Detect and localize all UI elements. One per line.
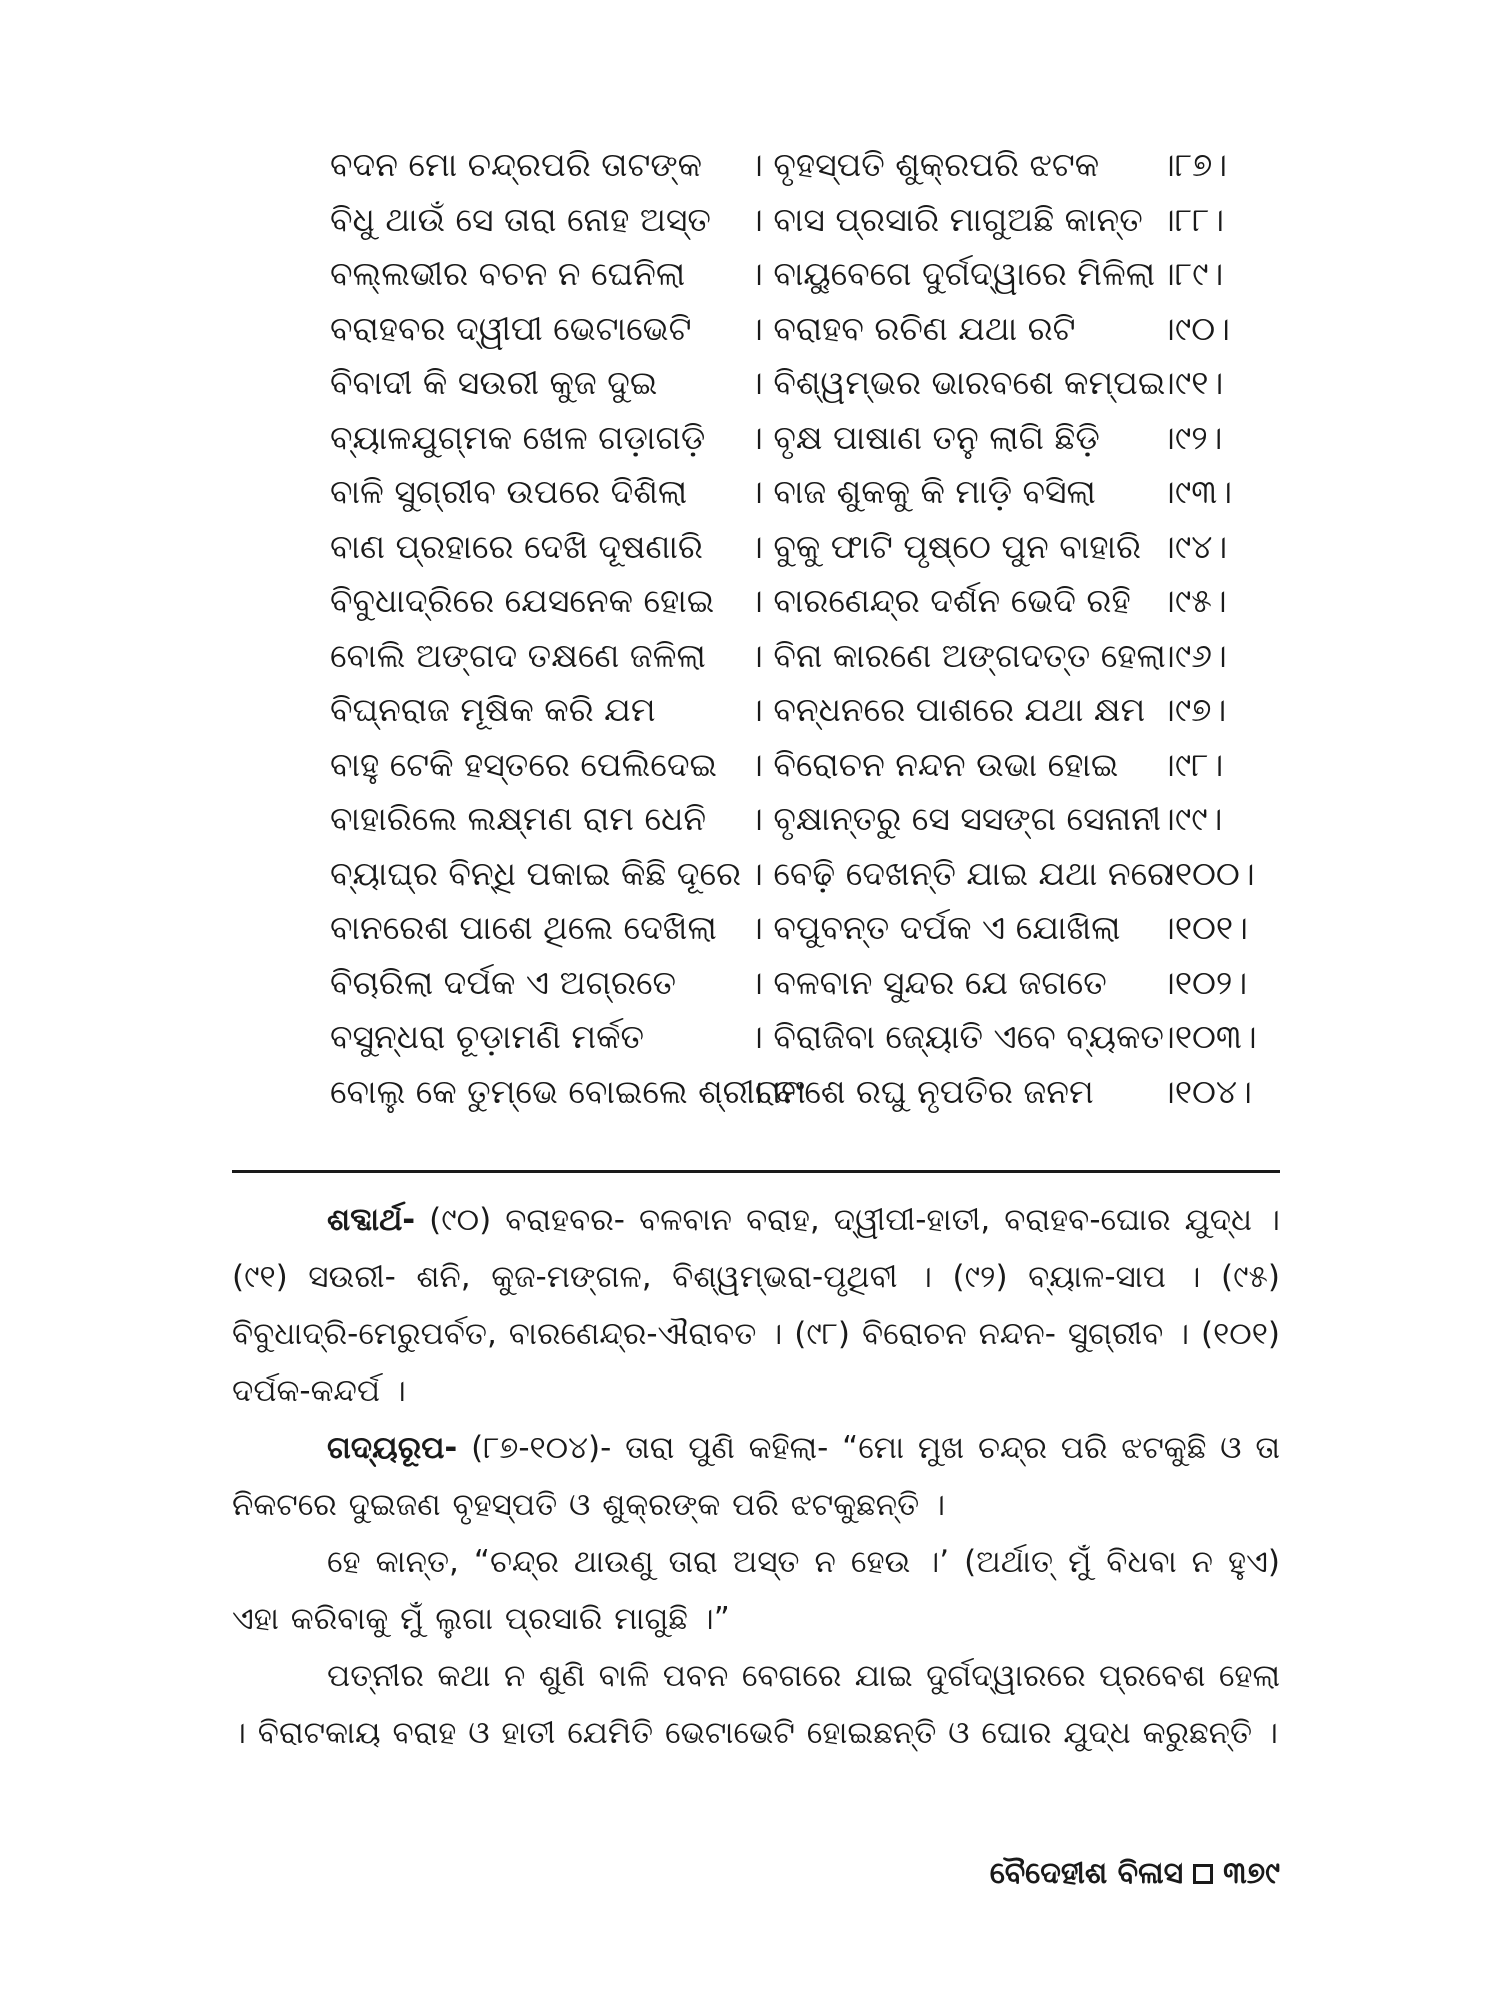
- verse-row: [330, 683, 1280, 738]
- verse-number: ।୯୯।: [1160, 799, 1223, 838]
- verse-row: [330, 465, 1280, 520]
- verse-second-half: । ବିରୋଚନ ନନ୍ଦନ ଉଭା ହୋଇ: [748, 744, 1119, 784]
- verse-second-half: । ବାରଣେନ୍ଦ୍ର ଦର୍ଶନ ଭେଦି ରହି: [748, 581, 1131, 620]
- verse-number: ।୯୪।: [1160, 526, 1228, 566]
- verse-number: ।୧୦୦।: [1160, 853, 1255, 893]
- verse-row: [330, 629, 1280, 684]
- verse-row: [330, 356, 1280, 411]
- verse-first-half: ବ୍ୟାଘ୍ର ବିନ୍ଧି ପକାଇ କିଛି ଦୂରେ: [330, 853, 741, 893]
- page-number: ୩୭୯: [1223, 1856, 1280, 1891]
- verse-number: ।୯୮।: [1160, 744, 1224, 784]
- verse-first-half: ବ୍ୟାଳଯୁଗ୍ମକ ଖେଳ ଗଡ଼ାଗଡ଼ି: [330, 417, 706, 457]
- verse-first-half: ବାଳି ସୁଗ୍ରୀବ ଉପରେ ଦିଶିଲା: [330, 472, 688, 511]
- verse-number: ।୯୧।: [1160, 363, 1224, 402]
- verse-row: [330, 302, 1280, 357]
- verse-first-half: ବଦନ ମୋ ଚନ୍ଦ୍ରପରି ତାଟଙ୍କ: [330, 145, 703, 184]
- verse-row: [330, 847, 1280, 902]
- prose-text-1: (୮୭-୧୦୪)- ତାରା ପୁଣି କହିଲା- “ମୋ ମୁଖ ଚନ୍ଦ୍ର ପରି ଝଟକୁଛି ଓ ତା ନିକଟରେ ଦୁଇଜଣ ବୃହସ୍ପତି ଓ ଶୁକ୍ରଙ୍କ ପରି ଝଟକୁଛନ୍ତି ।: [232, 1430, 1281, 1523]
- section-divider: [232, 1170, 1280, 1173]
- verse-row: [330, 247, 1280, 302]
- verse-number: ।୯୭।: [1160, 690, 1227, 729]
- verse-first-half: ବଲ୍ଲଭୀର ବଚନ ନ ଘେନିଲା: [330, 254, 686, 293]
- verse-table: [330, 138, 1280, 1119]
- verse-first-half: ବାହୁ ଟେକି ହସ୍ତରେ ପେଲିଦେଇ: [330, 744, 717, 784]
- verse-number: ।୯୫।: [1160, 581, 1227, 620]
- verse-first-half: ବସୁନ୍ଧରା ଚୂଡ଼ାମଣି ମର୍କତ: [330, 1017, 644, 1056]
- verse-row: [330, 520, 1280, 575]
- verse-row: [330, 1010, 1280, 1065]
- verse-first-half: ବୋଲି ଅଙ୍ଗଦ ତକ୍ଷଣେ ଜଳିଲା: [330, 635, 706, 675]
- verse-first-half: ବିବାଦୀ କି ସଉରୀ କୁଜ ଦୁଇ: [330, 363, 658, 402]
- verse-row: [330, 138, 1280, 193]
- verse-second-half: । ବରାହବ ରଚିଣ ଯଥା ରଟି: [748, 308, 1076, 348]
- prose-text-3: ପତ୍ନୀର କଥା ନ ଶୁଣି ବାଳି ପବନ ବେଗରେ ଯାଇ ଦୁର୍ଗଦ୍ୱାରରେ ପ୍ରବେଶ ହେଲା । ବିରାଟକାୟ ବରାହ ଓ ହାତୀ ଯେମିତି ଭେଟାଭେଟି ହୋଇଛନ୍ତି ଓ ଘୋର ଯୁଦ୍ଧ କରୁଛନ୍ତି ।: [232, 1658, 1280, 1751]
- prose-paragraph-2: [232, 1534, 1280, 1648]
- verse-second-half: । ବପୁବନ୍ତ ଦର୍ପକ ଏ ଯୋଖିଲା: [748, 908, 1121, 947]
- verse-second-half: । ବଂଶେ ରଘୁ ନୃପତିର ଜନମ: [748, 1071, 1094, 1111]
- verse-second-half: । ବିନା କାରଣେ ଅଙ୍ଗଦତ୍ତ ହେଲା: [748, 635, 1166, 675]
- verse-first-half: ବାହାରିଲେ ଲକ୍ଷ୍ମଣ ରାମ ଧେନି: [330, 799, 707, 838]
- verse-first-half: ବରାହବର ଦ୍ୱୀପୀ ଭେଟାଭେଟି: [330, 308, 692, 348]
- verse-number: ।୮୮।: [1160, 199, 1225, 239]
- verse-first-half: ବାଣ ପ୍ରହାରେ ଦେଖି ଦୂଷଣାରି: [330, 526, 703, 566]
- verse-row: [330, 901, 1280, 956]
- square-outline-icon: [1193, 1864, 1213, 1884]
- glossary-label: ଶବ୍ଦାର୍ଥ-: [327, 1202, 416, 1238]
- verse-second-half: । ବୃହସ୍ପତି ଶୁକ୍ରପରି ଝଟକ: [748, 145, 1100, 184]
- verse-second-half: । ବିରାଜିବା ଜ୍ୟୋତି ଏବେ ବ୍ୟକତ: [748, 1017, 1164, 1056]
- verse-second-half: । ବେଢ଼ି ଦେଖନ୍ତି ଯାଇ ଯଥା ନରେ: [748, 853, 1173, 893]
- prose-label: ଗଦ୍ୟରୂପ-: [327, 1430, 458, 1466]
- verse-number: ।୯୦।: [1160, 308, 1230, 348]
- verse-second-half: । ବିଶ୍ୱମ୍ଭର ଭାରବଶେ କମ୍ପଇ: [748, 363, 1166, 402]
- verse-row: [330, 574, 1280, 629]
- verse-second-half: । ବୃକ୍ଷାନ୍ତରୁ ସେ ସସଙ୍ଗ ସେନାନୀ: [748, 799, 1162, 838]
- verse-row: [330, 738, 1280, 793]
- verse-row: [330, 1065, 1280, 1120]
- prose-paragraph-1: [232, 1420, 1280, 1534]
- verse-number: ।୧୦୨।: [1160, 962, 1248, 1002]
- verse-first-half: ବୋଲୁ କେ ତୁମ୍ଭେ ବୋଇଲେ ଶ୍ରୀରାମ: [330, 1071, 806, 1111]
- verse-second-half: । ବୃକ୍ଷ ପାଷାଣ ତନୁ ଲାଗି ଛିଡ଼ି: [748, 417, 1100, 457]
- commentary: [232, 1192, 1280, 1762]
- glossary-text: (୯୦) ବରାହବର- ବଳବାନ ବରାହ, ଦ୍ୱୀପୀ-ହାତୀ, ବରାହବ-ଘୋର ଯୁଦ୍ଧ । (୯୧) ସଉରୀ- ଶନି, କୁଜ-ମଙ୍ଗଳ, ବିଶ୍ୱମ୍ଭରା-ପୃଥିବୀ । (୯୨) ବ୍ୟାଳ-ସାପ । (୯୫) ବିବୁଧାଦ୍ରି-ମେରୁପର୍ବତ, ବାରଣେନ୍ଦ୍ର-ଐରାବତ । (୯୮) ବିରୋଚନ ନନ୍ଦନ- ସୁଗ୍ରୀବ । (୧୦୧) ଦର୍ପକ-କନ୍ଦର୍ପ ।: [232, 1202, 1280, 1409]
- verse-number: ।୧୦୪।: [1160, 1071, 1252, 1111]
- verse-first-half: ବିଚାରିଲା ଦର୍ପକ ଏ ଅଗ୍ରତେ: [330, 962, 677, 1002]
- verse-second-half: । ବାଜ ଶୁକକୁ କି ମାଡ଼ି ବସିଲା: [748, 472, 1096, 511]
- verse-second-half: । ବନ୍ଧନରେ ପାଶରେ ଯଥା କ୍ଷମ: [748, 690, 1146, 729]
- prose-paragraph-3: [232, 1648, 1280, 1762]
- verse-number: ।୯୩।: [1160, 472, 1233, 511]
- verse-first-half: ବିଧୁ ଥାଉଁ ସେ ତାରା ନୋହ ଅସ୍ତ: [330, 199, 711, 239]
- verse-number: ।୯୬।: [1160, 635, 1227, 675]
- verse-number: ।୧୦୧।: [1160, 908, 1248, 947]
- verse-row: [330, 956, 1280, 1011]
- verse-second-half: । ବାୟୁବେଗେ ଦୁର୍ଗଦ୍ୱାରେ ମିଳିଲା: [748, 254, 1156, 293]
- glossary-paragraph: [232, 1192, 1280, 1420]
- verse-number: ।୮୯।: [1160, 254, 1224, 293]
- page-footer: [990, 1856, 1280, 1891]
- verse-row: [330, 792, 1280, 847]
- verse-number: ।୮୭।: [1160, 145, 1228, 184]
- verse-second-half: । ବାସ ପ୍ରସାରି ମାଗୁଅଛି କାନ୍ତ: [748, 199, 1143, 239]
- verse-row: [330, 411, 1280, 466]
- verse-first-half: ବିଘ୍ନରାଜ ମୂଷିକ କରି ଯମ: [330, 690, 656, 729]
- prose-text-2: ହେ କାନ୍ତ, “ଚନ୍ଦ୍ର ଥାଉଣୁ ତାରା ଅସ୍ତ ନ ହେଉ ।’ (ଅର୍ଥାତ୍ ମୁଁ ବିଧବା ନ ହୁଏ) ଏହା କରିବାକୁ ମୁଁ ଲୁଗା ପ୍ରସାରି ମାଗୁଛି ।”: [232, 1544, 1280, 1637]
- verse-second-half: । ବଳବାନ ସୁନ୍ଦର ଯେ ଜଗତେ: [748, 962, 1107, 1002]
- verse-first-half: ବିବୁଧାଦ୍ରିରେ ଯେସନେକ ହୋଇ: [330, 581, 715, 620]
- book-title: ବୈଦେହୀଶ ବିଳାସ: [989, 1856, 1184, 1891]
- verse-second-half: । ବୁକୁ ଫାଟି ପୃଷ୍ଠେ ପୁନ ବାହାରି: [748, 526, 1142, 566]
- verse-number: ।୯୨।: [1160, 417, 1223, 457]
- verse-number: ।୧୦୩।: [1160, 1017, 1257, 1056]
- verse-row: [330, 193, 1280, 248]
- verse-first-half: ବାନରେଶ ପାଶେ ଥିଲେ ଦେଖିଲା: [330, 908, 717, 947]
